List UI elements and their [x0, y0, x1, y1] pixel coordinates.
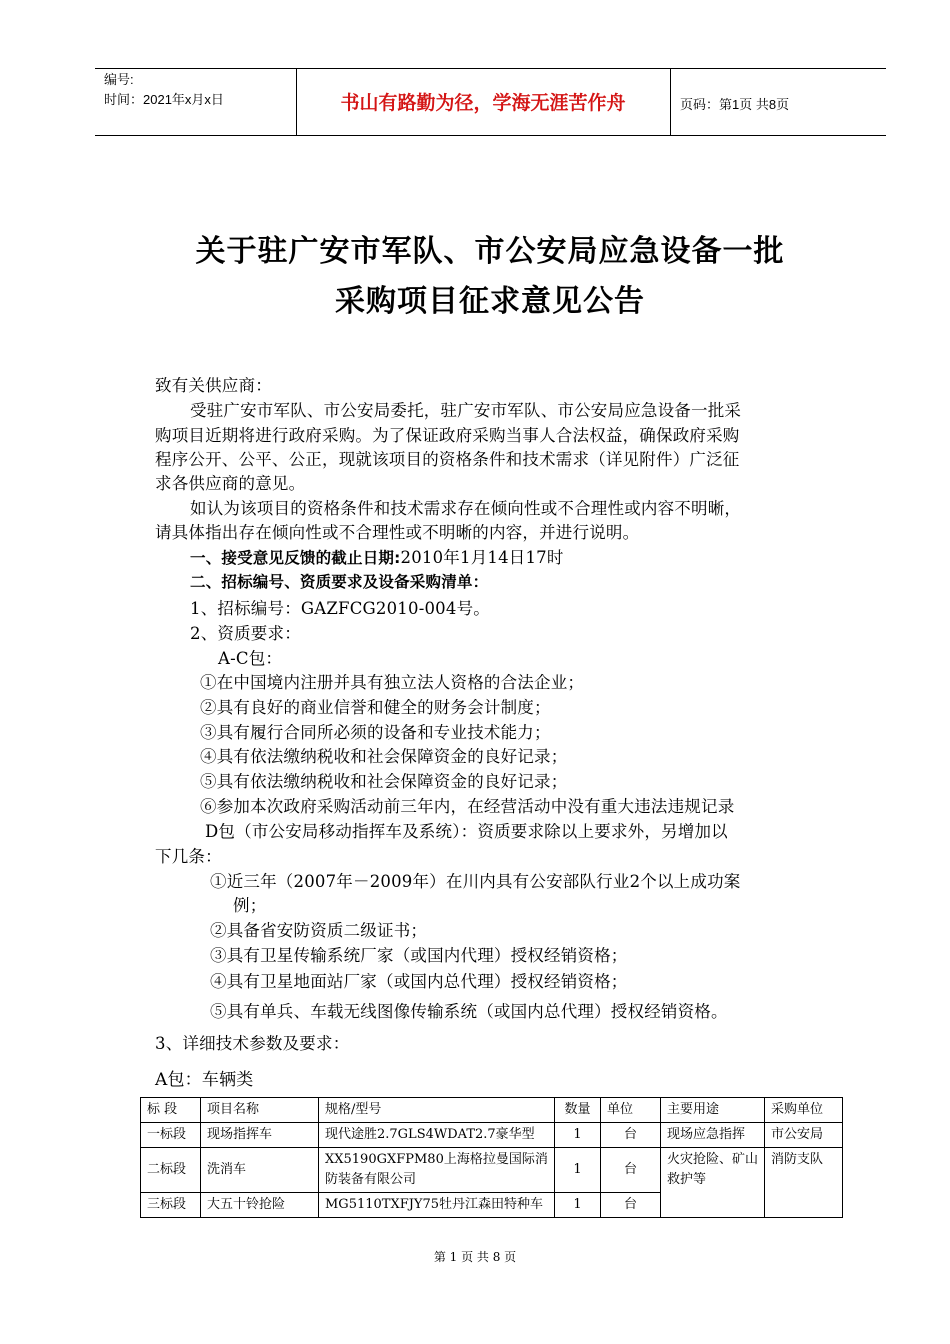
deadline-value: 2010年1月14日17时 — [400, 548, 564, 567]
cell-qty: 1 — [555, 1193, 601, 1218]
deadline-line — [190, 544, 564, 568]
requirement-item: ③具有履行合同所必须的设备和专业技术能力； — [200, 723, 551, 742]
cell-section: 三标段 — [141, 1193, 201, 1218]
column-header: 采购单位 — [765, 1098, 843, 1123]
requirement-item: ④具有依法缴纳税收和社会保障资金的良好记录； — [200, 747, 568, 766]
cell-section: 一标段 — [141, 1123, 201, 1148]
column-header: 规格/型号 — [319, 1098, 555, 1123]
cell-name: 洗消车 — [201, 1148, 319, 1193]
requirement-item: ②具有良好的商业信誉和健全的财务会计制度； — [200, 698, 551, 717]
package-d-line: D包（市公安局移动指挥车及系统）：资质要求除以上要求外，另增加以 — [205, 822, 728, 841]
requirement-item: ⑤具有依法缴纳税收和社会保障资金的良好记录； — [200, 772, 568, 791]
package-a-heading: A包：车辆类 — [155, 1070, 254, 1090]
requirement-item: ①近三年（2007年－2009年）在川内具有公安部队行业2个以上成功案 — [210, 872, 741, 891]
paragraph-line: 求各供应商的意见。 — [155, 474, 306, 493]
cell-use: 火灾抢险、矿山救护等 — [661, 1148, 765, 1218]
cell-qty: 1 — [555, 1148, 601, 1193]
package-d-line: 下几条： — [155, 847, 222, 866]
header-motto: 书山有路勤为径，学海无涯苦作舟 — [340, 92, 626, 114]
cell-buyer: 消防支队 — [765, 1148, 843, 1218]
cell-unit: 台 — [601, 1193, 661, 1218]
column-header: 单位 — [601, 1098, 661, 1123]
requirement-item: ⑤具有单兵、车载无线图像传输系统（或国内总代理）授权经销资格。 — [210, 1002, 728, 1021]
tech-params-heading: 3、详细技术参数及要求： — [155, 1034, 350, 1053]
salutation: 致有关供应商： — [155, 376, 272, 395]
paragraph-line: 程序公开、公平、公正，现就该项目的资格条件和技术需求（详见附件）广泛征 — [155, 450, 740, 469]
qualification-heading: 2、资质要求： — [190, 624, 301, 643]
cell-name: 现场指挥车 — [201, 1123, 319, 1148]
header-divider — [296, 68, 297, 135]
cell-spec: 现代途胜2.7GLS4WDAT2.7豪华型 — [319, 1123, 555, 1148]
paragraph-line: 受驻广安市军队、市公安局委托，驻广安市军队、市公安局应急设备一批采 — [190, 401, 742, 420]
paragraph-line: 请具体指出存在倾向性或不合理性或不明晰的内容，并进行说明。 — [155, 523, 640, 542]
table-header-row — [141, 1098, 843, 1123]
header-divider — [670, 68, 671, 135]
page-title-line1: 关于驻广安市军队、市公安局应急设备一批 — [195, 234, 785, 269]
cell-spec: XX5190GXFPM80上海格拉曼国际消防装备有限公司 — [319, 1148, 555, 1193]
cell-unit: 台 — [601, 1123, 661, 1148]
cell-spec: MG5110TXFJY75牡丹江森田特种车 — [319, 1193, 555, 1218]
requirement-item: ③具有卫星传输系统厂家（或国内代理）授权经销资格； — [210, 946, 628, 965]
page-title-line2: 采购项目征求意见公告 — [335, 284, 645, 319]
package-ac-label: A-C包： — [218, 649, 283, 668]
cell-use: 现场应急指挥 — [661, 1123, 765, 1148]
header-top-rule — [95, 68, 886, 69]
cell-name: 大五十铃抢险 — [201, 1193, 319, 1218]
cell-qty: 1 — [555, 1123, 601, 1148]
column-header: 项目名称 — [201, 1098, 319, 1123]
requirement-item: 例； — [233, 896, 267, 915]
section2-heading: 二、招标编号、资质要求及设备采购清单： — [190, 573, 489, 591]
deadline-label: 一、接受意见反馈的截止日期: — [190, 549, 401, 567]
tender-number: 1、招标编号：GAZFCG2010-004号。 — [190, 599, 490, 618]
table-row — [141, 1123, 843, 1148]
header-meta — [104, 70, 224, 110]
table-row — [141, 1148, 843, 1193]
requirement-item: ⑥参加本次政府采购活动前三年内，在经营活动中没有重大违法违规记录 — [200, 797, 735, 816]
requirement-item: ④具有卫星地面站厂家（或国内总代理）授权经销资格； — [210, 972, 628, 991]
paragraph-line: 如认为该项目的资格条件和技术需求存在倾向性或不合理性或内容不明晰， — [190, 499, 742, 518]
cell-buyer: 市公安局 — [765, 1123, 843, 1148]
header-bottom-rule — [95, 135, 886, 136]
page-footer: 第 1 页 共 8 页 — [433, 1250, 517, 1264]
column-header: 数量 — [555, 1098, 601, 1123]
requirement-item: ②具备省安防资质二级证书； — [210, 921, 428, 940]
column-header: 主要用途 — [661, 1098, 765, 1123]
header-number: 编号: — [104, 72, 134, 87]
cell-section: 二标段 — [141, 1148, 201, 1193]
procurement-table — [140, 1097, 843, 1218]
header-time: 时间：2021年x月x日 — [104, 92, 224, 107]
requirement-item: ①在中国境内注册并具有独立法人资格的合法企业； — [200, 673, 585, 692]
cell-unit: 台 — [601, 1148, 661, 1193]
header-page-label: 页码：第1页 共8页 — [680, 97, 790, 112]
column-header: 标 段 — [141, 1098, 201, 1123]
paragraph-line: 购项目近期将进行政府采购。为了保证政府采购当事人合法权益，确保政府采购 — [155, 426, 740, 445]
